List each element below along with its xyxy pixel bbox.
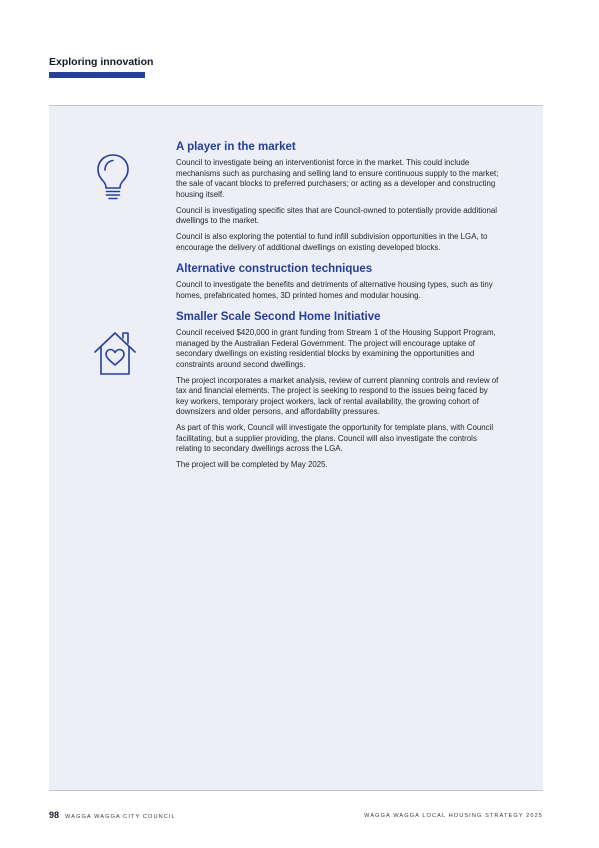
section-heading: Alternative construction techniques [176,263,373,275]
section-alternative-construction [176,262,500,301]
lightbulb-icon [96,153,130,201]
footer-document-title: WAGGA WAGGA LOCAL HOUSING STRATEGY 2025 [364,813,543,819]
section-heading: Smaller Scale Second Home Initiative [176,311,381,323]
section-label: Exploring innovation [49,56,154,68]
main-content [176,140,500,480]
paragraph: Council to investigate the benefits and detriments of alternative housing types, such as tiny homes, prefabricated homes, 3D printed homes and modular housing. [176,280,493,300]
paragraph: Council received $420,000 in grant funding from Stream 1 of the Housing Support Program, managed by the Australian Federal Government. The project will encourage uptake of secondary dwellings on existing residential blocks by examining the opportunities and constraints around second dwellings. [176,328,496,369]
footer-organisation: WAGGA WAGGA CITY COUNCIL [65,814,176,820]
footer-left [49,810,176,820]
paragraph: The project will be completed by May 2025. [176,460,328,469]
paragraph: As part of this work, Council will investigate the opportunity for template plans, with Council facilitating, but a supplier providing, the plans. Council will also investigate the controls relating to secondary dwellings across the LGA. [176,423,494,453]
section-second-home-initiative [176,310,500,471]
section-heading: A player in the market [176,141,296,153]
paragraph: The project incorporates a market analysis, review of current planning controls and review of tax and financial elements. The project is seeking to respond to the issues being faced by key workers, temporary project workers, lack of rental availability, the growing cohort of downsizers and older persons, and affordability pressures. [176,375,499,416]
page-number: 98 [49,810,60,820]
house-heart-icon [93,330,137,376]
paragraph: Council is investigating specific sites that are Council-owned to potentially provide additional dwellings to the market. [176,205,498,225]
paragraph: Council is also exploring the potential to fund infill subdivision opportunities in the LGA, to encourage the delivery of additional dwellings on existing developed blocks. [176,232,488,252]
section-player-in-market [176,140,500,253]
section-accent-bar [49,72,145,78]
paragraph: Council to investigate being an interventionist force in the market. This could include mechanisms such as purchasing and selling land to ensure continuous supply to the market; the sale of vacant blocks to preferred purchasers; or acting as a developer and constructing housing itself. [176,158,499,199]
